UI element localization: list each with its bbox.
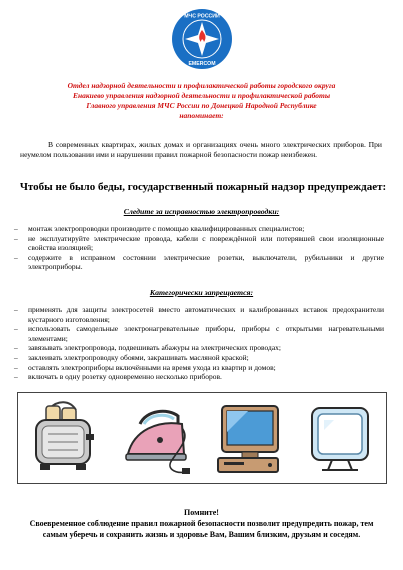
mchs-emblem-icon [171,8,233,70]
list-item: – оставлять электроприборы включёнными на время ухода из квартир и домов; [14,362,276,372]
computer-monitor-icon [212,398,284,478]
list-item-text: оставлять электроприборы включёнными на время ухода из квартир и домов; [28,362,276,372]
logo-top-text: МЧС РОССИИ [184,13,220,20]
tv-screen-icon [304,398,376,478]
list-item-text: монтаж электропроводки производите с помощью квалифицированных специалистов; [28,224,305,233]
header-line-2: Енакиево управления надзорной деятельности и профилактической работы [72,91,331,100]
list-item: – заклеивать электропроводку обоями, закрашивать масляной краской; [14,352,249,362]
list-item-text: содержите в исправном состоянии электрические розетки, выключатели, рубильники и другие электроприборы. [28,252,384,272]
intro-paragraph: В современных квартирах, жилых домах и организациях очень много электрических приборов. При неумелом пользовании ими и нарушении правил пожарной безопасности пожар неизбежен. [20,140,382,159]
list-item: – завязывать электропровода, подвешивать абажуры на электрических проводах; [14,343,282,353]
list-item-text: завязывать электропровода, подвешивать абажуры на электрических проводах; [28,343,282,353]
list-item-text: заклеивать электропроводку обоями, закрашивать масляной краской; [28,352,249,362]
section-title-prohibited: Категорически запрещается: [149,288,254,297]
list-item-text: включать в одну розетку одновременно несколько приборов. [28,372,222,382]
organization-header [20,81,383,121]
footer-text: Своевременное соблюдение правил пожарной безопасности позволит предупредить пожар, тем самым уберечь и сохранить жизнь и здоровье Вам, Вашим близким, друзьям и соседям. [29,519,374,539]
warning-title: Чтобы не было беды, государственный пожарный надзор предупреждает: [19,181,387,193]
appliance-pictures [17,392,387,484]
footer-reminder [20,507,383,540]
list-item-text: применять для защиты электросетей вместо автоматических и калиброванных вставок предохранители кустарного изготовления; [28,305,384,324]
header-line-4: напоминает: [179,111,224,120]
prohibited-list [14,305,384,382]
toaster-icon [28,398,100,478]
section-title-wiring: Следите за исправностью электропроводки: [123,207,280,216]
header-line-3: Главного управления МЧС России по Донецкой Народной Республике [86,101,317,110]
list-item: – не эксплуатируйте электрические провода, кабели с повреждённой или потерявшей свои изоляционные свойства изоляцией; [14,233,384,253]
footer-title: Помните! [184,508,219,517]
list-item: – монтаж электропроводки производите с помощью квалифицированных специалистов; [14,224,305,233]
list-item-text: не эксплуатируйте электрические провода, кабели с повреждённой или потерявшей свои изоляционные свойства изоляцией; [28,233,384,253]
wiring-rules-list [14,224,384,272]
list-item: – использовать самодельные электронагревательные приборы, приборы с открытыми нагревательными элементами; [14,324,384,343]
logo-bottom-text: EMERCOM [188,61,216,67]
list-item: – содержите в исправном состоянии электрические розетки, выключатели, рубильники и другие электроприборы. [14,252,384,272]
iron-icon [120,398,192,478]
header-line-1: Отдел надзорной деятельности и профилактической работы городского округа [67,81,336,90]
list-item: – включать в одну розетку одновременно несколько приборов. [14,372,222,382]
list-item: – применять для защиты электросетей вместо автоматических и калиброванных вставок предохранители кустарного изготовления; [14,305,384,324]
list-item-text: использовать самодельные электронагревательные приборы, приборы с открытыми нагревательными элементами; [28,324,384,343]
